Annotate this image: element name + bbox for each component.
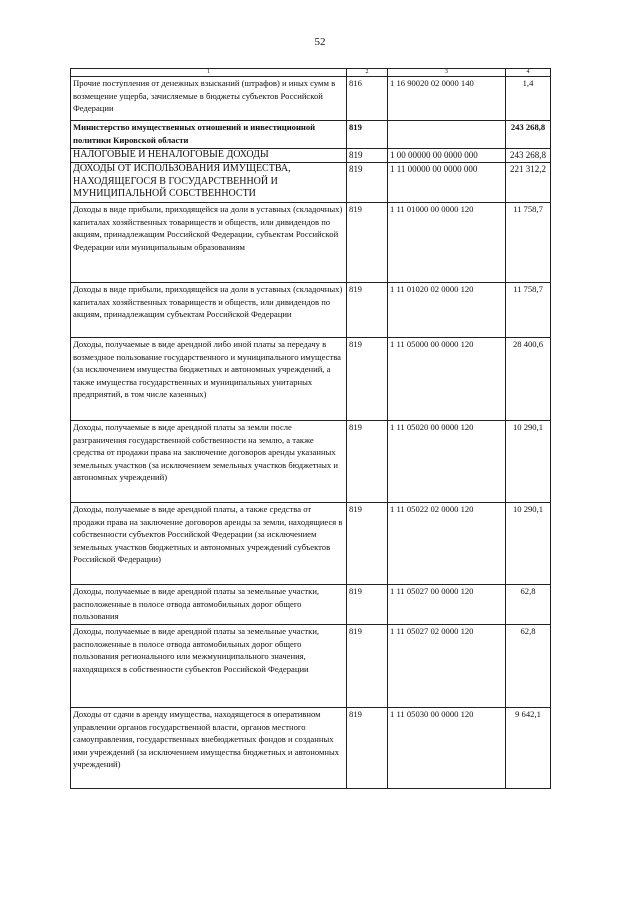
budget-class-code-cell: 1 16 90020 02 0000 140 <box>388 77 506 121</box>
budget-class-code-cell: 1 11 05027 00 0000 120 <box>388 585 506 625</box>
table-row <box>71 203 551 283</box>
amount-cell: 11 758,7 <box>506 283 551 338</box>
amount-cell: 243 268,8 <box>506 149 551 163</box>
column-number: 2 <box>347 69 388 77</box>
budget-class-code-cell: 1 11 01000 00 0000 120 <box>388 203 506 283</box>
admin-code-cell: 819 <box>347 203 388 283</box>
revenue-name-cell: Доходы, получаемые в виде арендной платы, а также средства от продажи права на заключение договоров аренды за земли, находящиеся в собственности субъектов Российской Федерации (за исключением земельных участков бюджетных и автономных учреждений субъектов Российской Федерации) <box>71 503 347 585</box>
table-row <box>71 163 551 203</box>
table-row <box>71 338 551 421</box>
budget-class-code-cell: 1 11 05022 02 0000 120 <box>388 503 506 585</box>
page-number: 52 <box>314 36 326 48</box>
amount-cell: 62,8 <box>506 625 551 708</box>
amount-cell: 10 290,1 <box>506 503 551 585</box>
revenue-name-cell: Доходы в виде прибыли, приходящейся на доли в уставных (складочных) капиталах хозяйственных товариществ и обществ, или дивидендов по акциям, принадлежащим Российской Федерации, субъектам Российской Федерации или муниципальным образованиям <box>71 203 347 283</box>
budget-class-code-cell: 1 11 05000 00 0000 120 <box>388 338 506 421</box>
amount-cell: 9 642,1 <box>506 708 551 789</box>
amount-cell: 11 758,7 <box>506 203 551 283</box>
admin-code-cell: 819 <box>347 163 388 203</box>
budget-class-code-cell: 1 11 01020 02 0000 120 <box>388 283 506 338</box>
admin-code-cell: 816 <box>347 77 388 121</box>
amount-cell: 28 400,6 <box>506 338 551 421</box>
admin-code-cell: 819 <box>347 421 388 503</box>
revenue-name-cell: Министерство имущественных отношений и инвестиционной политики Кировской области <box>71 121 347 149</box>
revenue-name-cell: Доходы, получаемые в виде арендной платы за земельные участки, расположенные в полосе отвода автомобильных дорог общего пользования регионального или межмуниципального значения, находящихся в собственности субъектов Российской Федерации <box>71 625 347 708</box>
revenue-name-cell: НАЛОГОВЫЕ И НЕНАЛОГОВЫЕ ДОХОДЫ <box>71 149 347 163</box>
table-row <box>71 121 551 149</box>
budget-class-code-cell: 1 11 05030 00 0000 120 <box>388 708 506 789</box>
admin-code-cell: 819 <box>347 283 388 338</box>
table-row <box>71 585 551 625</box>
column-number: 1 <box>71 69 347 77</box>
revenue-name-cell: ДОХОДЫ ОТ ИСПОЛЬЗОВАНИЯ ИМУЩЕСТВА, НАХОДЯЩЕГОСЯ В ГОСУДАРСТВЕННОЙ И МУНИЦИПАЛЬНОЙ СОБСТВЕННОСТИ <box>71 163 347 203</box>
table-row <box>71 708 551 789</box>
admin-code-cell: 819 <box>347 121 388 149</box>
revenue-name-cell: Доходы, получаемые в виде арендной платы за земли после разграничения государственной собственности на землю, а также средства от продажи права на заключение договоров аренды указанных земельных участков (за исключением земельных участков бюджетных и автономных учреждений) <box>71 421 347 503</box>
revenue-table <box>70 68 551 789</box>
revenue-name-cell: Доходы в виде прибыли, приходящейся на доли в уставных (складочных) капиталах хозяйственных товариществ и обществ, или дивидендов по акциям, принадлежащим субъектам Российской Федерации <box>71 283 347 338</box>
amount-cell: 10 290,1 <box>506 421 551 503</box>
amount-cell: 62,8 <box>506 585 551 625</box>
table-row <box>71 503 551 585</box>
column-number: 3 <box>388 69 506 77</box>
revenue-name-cell: Доходы, получаемые в виде арендной платы за земельные участки, расположенные в полосе отвода автомобильных дорог общего пользования <box>71 585 347 625</box>
admin-code-cell: 819 <box>347 149 388 163</box>
table-row <box>71 283 551 338</box>
budget-class-code-cell: 1 11 05020 00 0000 120 <box>388 421 506 503</box>
revenue-name-cell: Доходы от сдачи в аренду имущества, находящегося в оперативном управлении органов государственной власти, органов местного самоуправления, государственных внебюджетных фондов и созданных ими учреждений (за исключением имущества бюджетных и автономных учреждений) <box>71 708 347 789</box>
table-row <box>71 421 551 503</box>
table-row <box>71 77 551 121</box>
admin-code-cell: 819 <box>347 503 388 585</box>
admin-code-cell: 819 <box>347 708 388 789</box>
admin-code-cell: 819 <box>347 625 388 708</box>
admin-code-cell: 819 <box>347 585 388 625</box>
column-number-row <box>71 69 551 77</box>
amount-cell: 1,4 <box>506 77 551 121</box>
column-number: 4 <box>506 69 551 77</box>
admin-code-cell: 819 <box>347 338 388 421</box>
revenue-name-cell: Прочие поступления от денежных взысканий (штрафов) и иных сумм в возмещение ущерба, зачисляемые в бюджеты субъектов Российской Федерации <box>71 77 347 121</box>
budget-class-code-cell <box>388 121 506 149</box>
budget-class-code-cell: 1 11 00000 00 0000 000 <box>388 163 506 203</box>
budget-class-code-cell: 1 11 05027 02 0000 120 <box>388 625 506 708</box>
table-row <box>71 625 551 708</box>
table-row <box>71 149 551 163</box>
amount-cell: 243 268,8 <box>506 121 551 149</box>
amount-cell: 221 312,2 <box>506 163 551 203</box>
budget-class-code-cell: 1 00 00000 00 0000 000 <box>388 149 506 163</box>
revenue-name-cell: Доходы, получаемые в виде арендной либо иной платы за передачу в возмездное пользование государственного и муниципального имущества (за исключением имущества бюджетных и автономных учреждений, а также имущества государственных и муниципальных унитарных предприятий, в том числе казенных) <box>71 338 347 421</box>
